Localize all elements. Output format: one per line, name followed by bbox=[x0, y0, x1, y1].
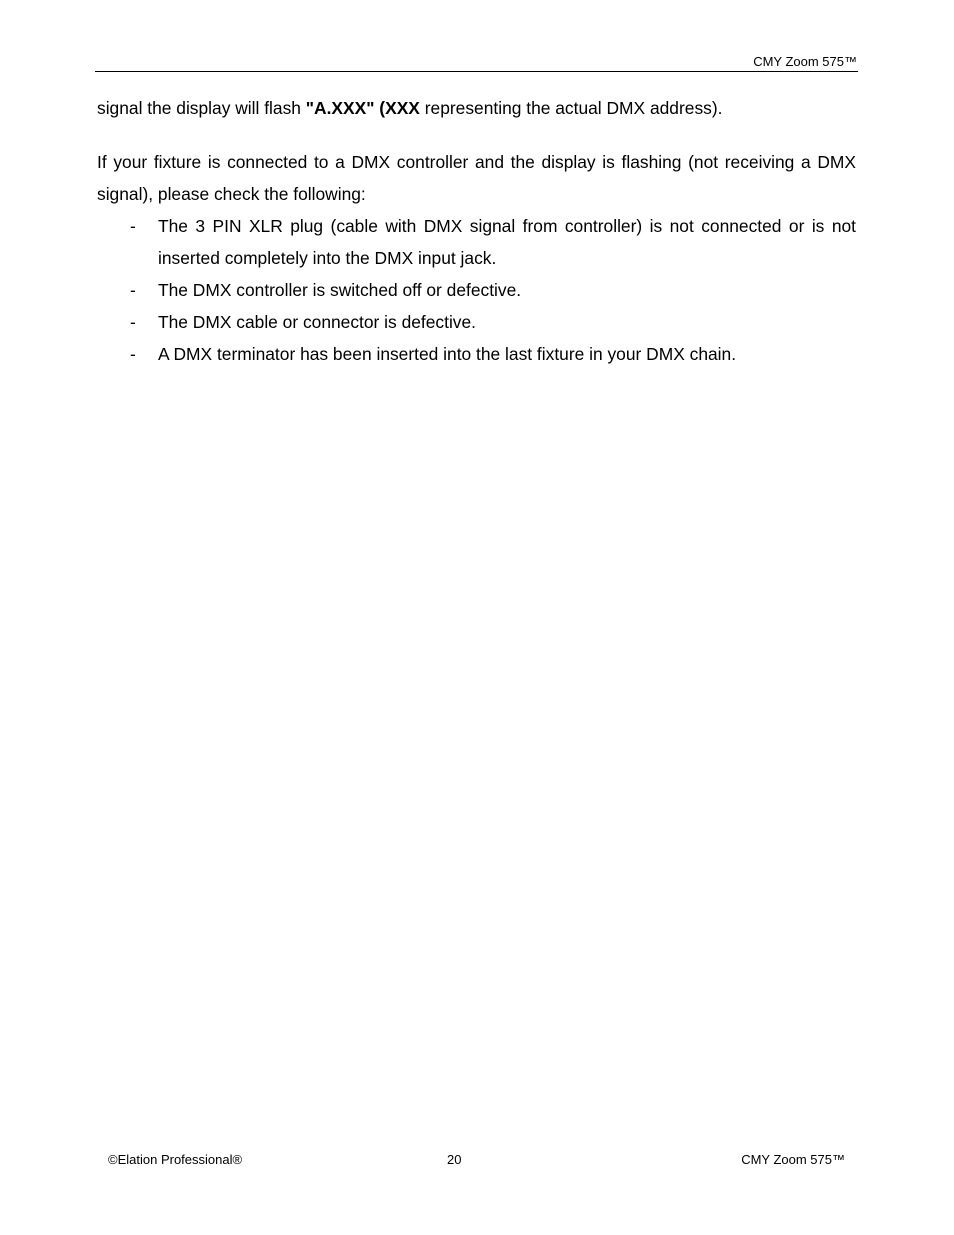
list-dash: - bbox=[130, 280, 136, 300]
paragraph-text-before: signal the display will flash bbox=[97, 98, 306, 118]
header-divider bbox=[95, 71, 858, 72]
footer-product-name: CMY Zoom 575™ bbox=[741, 1152, 845, 1167]
header-title: CMY Zoom 575™ bbox=[753, 54, 857, 69]
list-dash: - bbox=[130, 216, 136, 236]
list-dash: - bbox=[130, 344, 136, 364]
list-item bbox=[97, 274, 856, 306]
paragraph-check-following: If your fixture is connected to a DMX controller and the display is flashing (not receiving a DMX signal), please check the following: bbox=[97, 152, 856, 204]
list-item-text: A DMX terminator has been inserted into the last fixture in your DMX chain. bbox=[158, 344, 737, 364]
list-dash: - bbox=[130, 312, 136, 332]
checklist bbox=[97, 210, 856, 370]
list-item bbox=[97, 210, 856, 274]
document-body bbox=[97, 92, 856, 370]
paragraph-display-flash bbox=[97, 92, 856, 124]
paragraph-text-after: representing the actual DMX address). bbox=[419, 98, 723, 118]
list-item-text: The DMX cable or connector is defective. bbox=[158, 312, 477, 332]
list-item-text: The DMX controller is switched off or defective. bbox=[158, 280, 522, 300]
list-item-text: The 3 PIN XLR plug (cable with DMX signal from controller) is not connected or is not inserted completely into the DMX input jack. bbox=[158, 216, 856, 268]
list-item bbox=[97, 338, 856, 370]
footer-page-number: 20 bbox=[447, 1152, 462, 1167]
paragraph-text-bold: "A.XXX" (XXX bbox=[305, 98, 420, 118]
footer-copyright: ©Elation Professional® bbox=[108, 1152, 243, 1167]
list-item bbox=[97, 306, 856, 338]
